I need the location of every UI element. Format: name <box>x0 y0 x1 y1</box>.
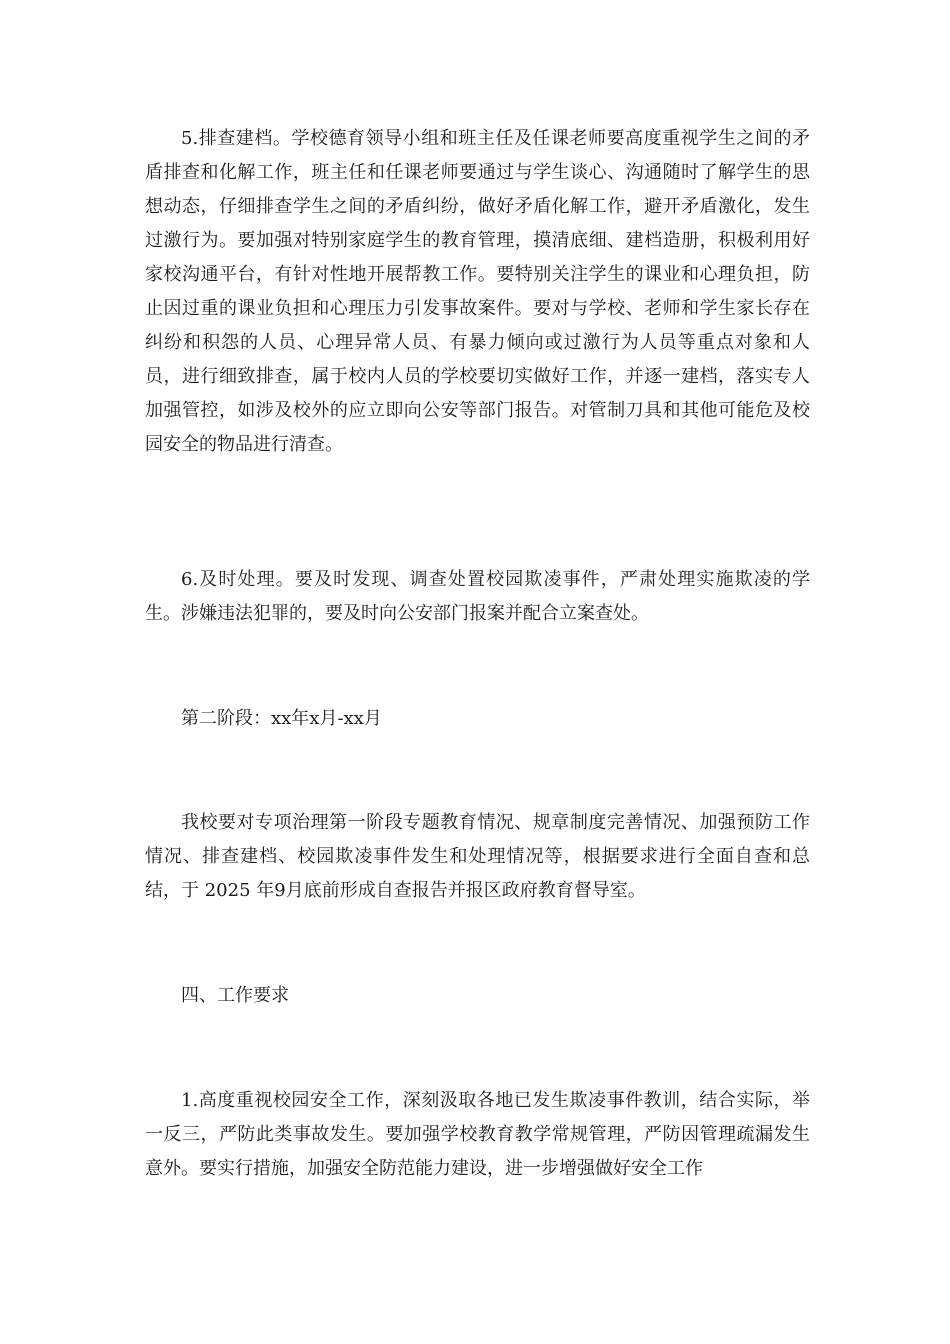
section-heading-work-requirements: 四、工作要求 <box>181 985 289 1006</box>
paragraph-investigation-filing: 5.排查建档。学校德育领导小组和班主任及任课老师要高度重视学生之间的矛盾排查和化解工作，班主任和任课老师要通过与学生谈心、沟通随时了解学生的思想动态，仔细排查学生之间的矛盾纠纷，做好矛盾化解工作，避开矛盾激化，发生过激行为。要加强对特别家庭学生的教育管理，摸清底细、建档造册，积极利用好家校沟通平台，有针对性地开展帮教工作。要特别关注学生的课业和心理负担，防止因过重的课业负担和心理压力引发事故案件。要对与学校、老师和学生家长存在纠纷和积怨的人员、心理异常人员、有暴力倾向或过激行为人员等重点对象和人员，进行细致排查，属于校内人员的学校要切实做好工作，并逐一建档，落实专人加强管控，如涉及校外的应立即向公安等部门报告。对管制刀具和其他可能危及校园安全的物品进行清查。 <box>145 128 810 455</box>
paragraph-requirement-one: 1.高度重视校园安全工作，深刻汲取各地已发生欺凌事件教训，结合实际，举一反三，严防此类事故发生。要加强学校教育教学常规管理，严防因管理疏漏发生意外。要实行措施，加强安全防范能力建设，进一步增强做好安全工作 <box>145 1090 810 1179</box>
paragraph-self-inspection: 我校要对专项治理第一阶段专题教育情况、规章制度完善情况、加强预防工作情况、排查建档、校园欺凌事件发生和处理情况等，根据要求进行全面自查和总结，于 2025 年9月底前形成自查报告并报区政府教育督导室。 <box>145 812 810 901</box>
paragraph-timely-handling: 6.及时处理。要及时发现、调查处置校园欺凌事件，严肃处理实施欺凌的学生。涉嫌违法犯罪的，要及时向公安部门报案并配合立案查处。 <box>145 569 810 624</box>
paragraph-stage-two-heading: 第二阶段：xx年x月-xx月 <box>181 708 382 729</box>
